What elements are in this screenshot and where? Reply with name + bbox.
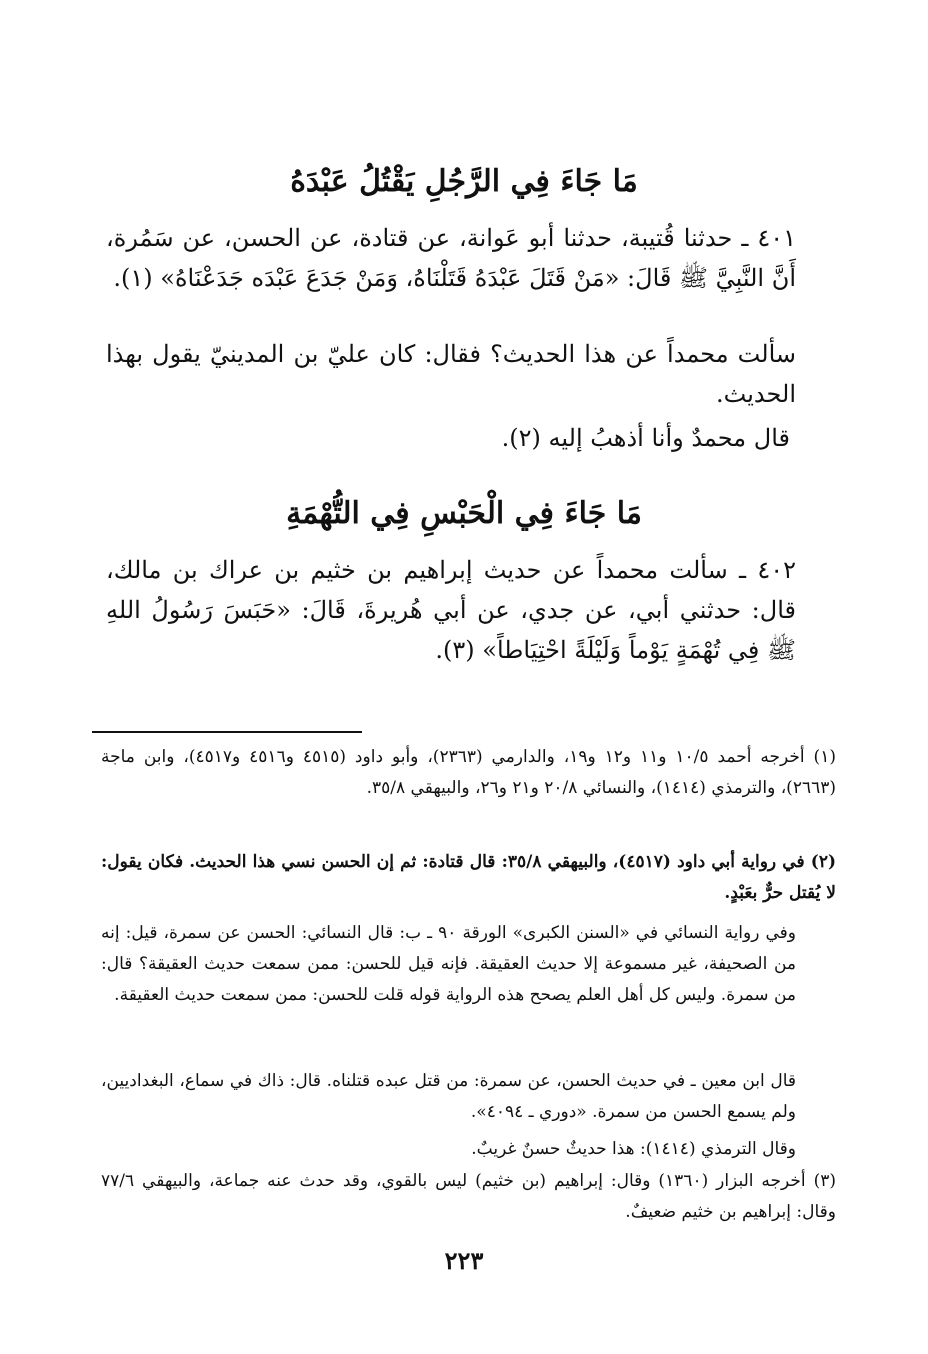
page-number: ٢٢٣ (444, 1246, 484, 1275)
footnote-2-paragraph: وقال الترمذي (١٤١٤): هذا حديثٌ حسنٌ غريبٌ. (471, 1139, 796, 1159)
footnote-separator (92, 731, 362, 733)
footnote-1: (١) أخرجه أحمد ١٠/٥ و١١ و١٢ و١٩، والدارمي (٢٣٦٣)، وأبو داود (٤٥١٥ و٤٥١٦ و٤٥١٧)، وابن ماجة (٢٦٦٣)، والترمذي (١٤١٤)، والنسائي ٢٠/٨ و٢١ و٢٦، والبيهقي ٣٥/٨. (101, 747, 836, 798)
section-heading: مَا جَاءَ فِي الْحَبْسِ فِي التُّهْمَةِ (286, 496, 642, 531)
footnote-2-paragraph: وفي رواية النسائي في «السنن الكبرى» الورقة ٩٠ ـ ب: قال النسائي: الحسن عن سمرة، قيل: إنه من الصحيفة، غير مسموعة إلا حديث العقيقة. فإنه قيل للحسن: ممن سمعت حديث العقيقة؟ قال: من سمرة. وليس كل أهل العلم يصحح هذه الرواية قوله قلت للحسن: ممن سمعت حديث العقيقة. (101, 923, 797, 1005)
answer-paragraph: قال محمدٌ وأنا أذهبُ إليه (٢). (501, 424, 790, 452)
question-paragraph: سألت محمداً عن هذا الحديث؟ فقال: كان عليّ بن المدينيّ يقول بهذا الحديث. (106, 340, 796, 408)
section-heading: مَا جَاءَ فِي الرَّجُلِ يَقْتُلُ عَبْدَهُ (290, 164, 638, 199)
footnote-2: (٢) في رواية أبي داود (٤٥١٧)، والبيهقي ٣٥/٨: قال قتادة: ثم إن الحسن نسي هذا الحديث. فكان يقول: لا يُقتل حرٌّ بعَبْدٍ. (101, 852, 836, 903)
footnote-2-paragraph: قال ابن معين ـ في حديث الحسن، عن سمرة: من قتل عبده قتلناه. قال: ذاك في سماع، البغداديين، ولم يسمع الحسن من سمرة. «دوري ـ ٤٠٩٤». (101, 1071, 796, 1122)
hadith-401: ٤٠١ ـ حدثنا قُتيبة، حدثنا أبو عَوانة، عن قتادة، عن الحسن، عن سَمُرة، أَنَّ النَّبِيَّ ﷺ قَالَ: «مَنْ قَتَلَ عَبْدَهُ قَتَلْنَاهُ، وَمَنْ جَدَعَ عَبْدَه جَدَعْنَاهُ» (١). (106, 224, 796, 292)
hadith-402: ٤٠٢ ـ سألت محمداً عن حديث إبراهيم بن خثيم بن عراك بن مالك، قال: حدثني أبي، عن جدي، عن أبي هُريرةَ، قَالَ: «حَبَسَ رَسُولُ اللهِ ﷺ فِي تُهْمَةٍ يَوْماً وَلَيْلَةً احْتِيَاطاً» (٣). (106, 556, 796, 664)
footnote-3: (٣) أخرجه البزار (١٣٦٠) وقال: إبراهيم (بن خثيم) ليس بالقوي، وقد حدث عنه جماعة، والبيهقي ٧٧/٦ وقال: إبراهيم بن خثيم ضعيفٌ. (101, 1171, 836, 1222)
